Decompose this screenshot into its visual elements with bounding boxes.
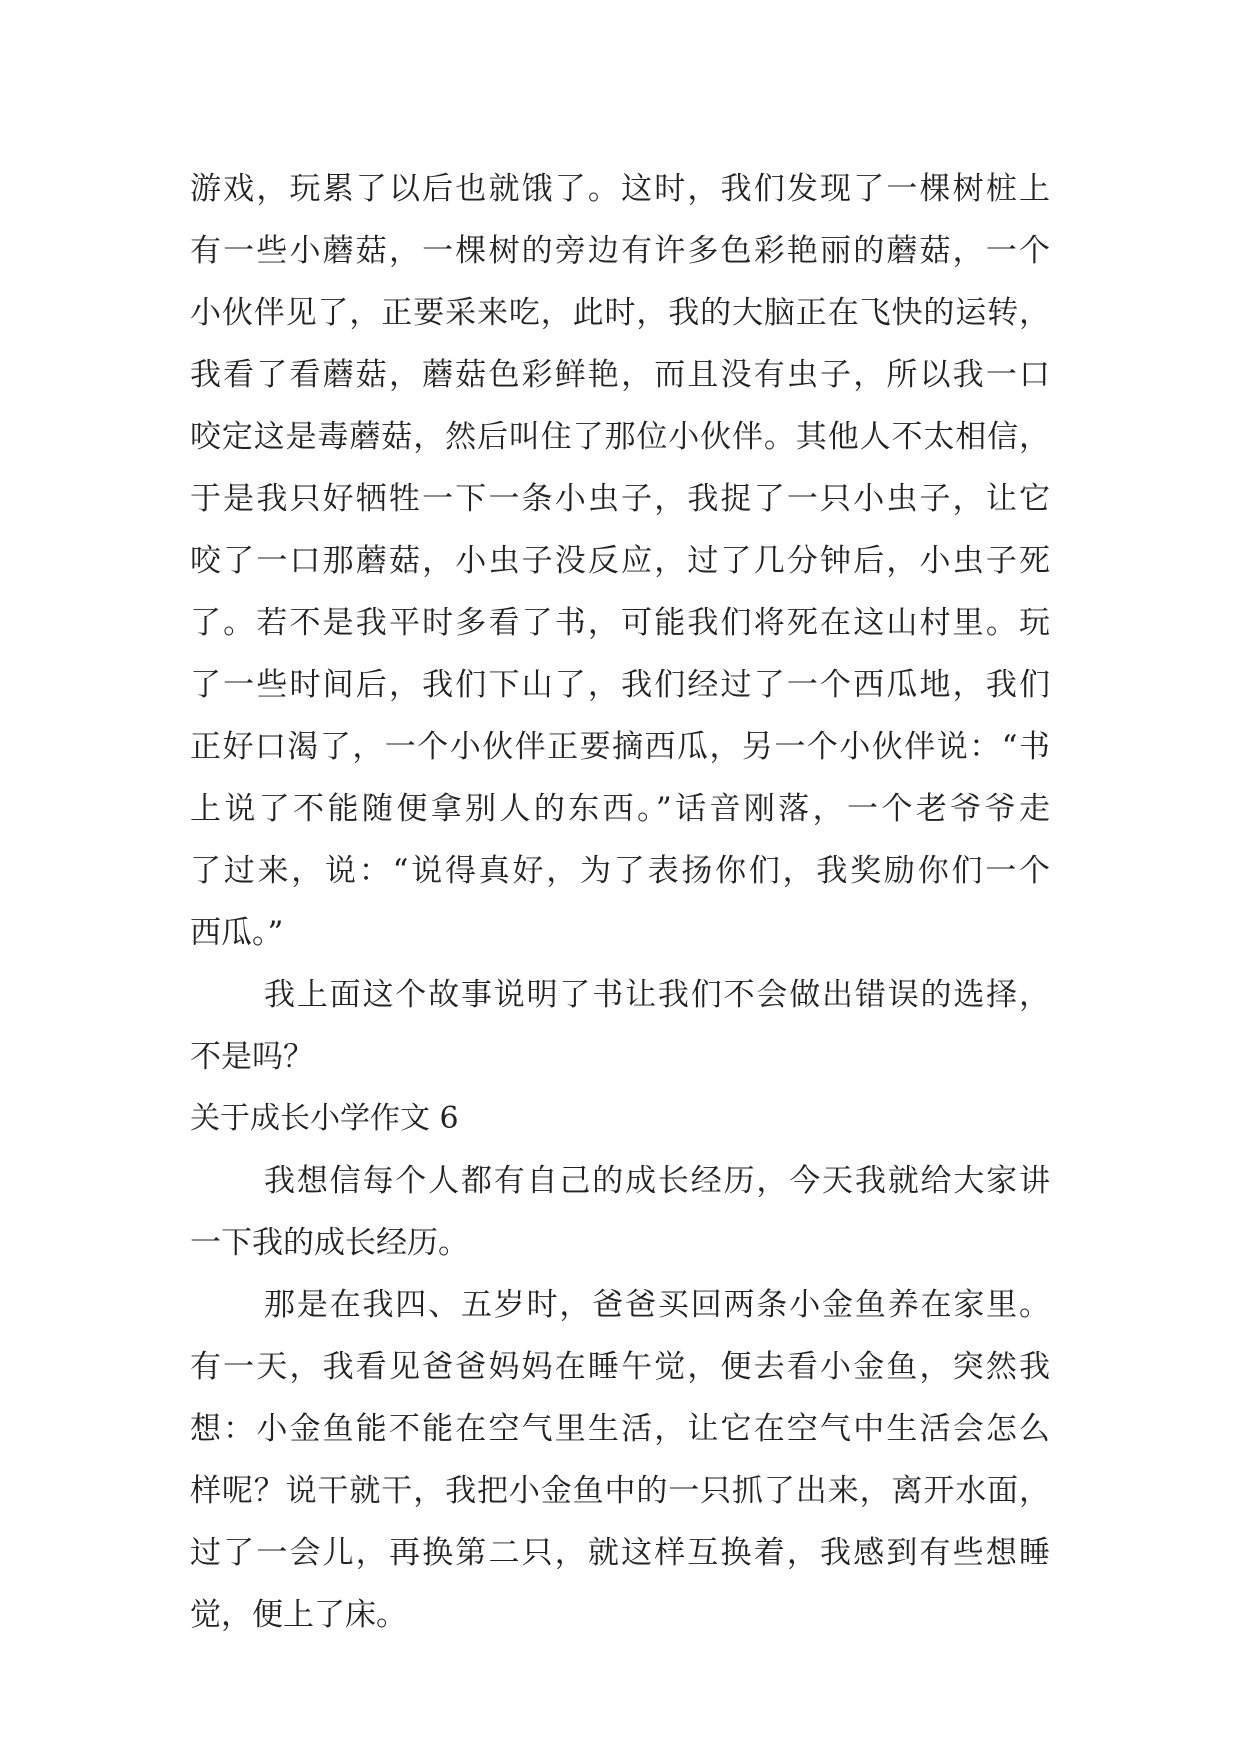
text-line: 了一些时间后，我们下山了，我们经过了一个西瓜地，我们 [190, 667, 1050, 703]
text-line: 想：小金鱼能不能在空气里生活，让它在空气中生活会怎么 [190, 1411, 1050, 1447]
text-line: 西瓜。” [190, 915, 284, 951]
text-line: 于是我只好牺牲一下一条小虫子，我捉了一只小虫子，让它 [190, 481, 1050, 517]
text-line: 咬了一口那蘑菇，小虫子没反应，过了几分钟后，小虫子死 [190, 543, 1050, 579]
text-line: 了过来，说：“说得真好，为了表扬你们，我奖励你们一个 [190, 853, 1050, 889]
text-line: 有一些小蘑菇，一棵树的旁边有许多色彩艳丽的蘑菇，一个 [190, 233, 1050, 269]
text-line: 我上面这个故事说明了书让我们不会做出错误的选择， [264, 977, 1050, 1013]
paragraph-intro [190, 1150, 1050, 1274]
text-line: 游戏，玩累了以后也就饿了。这时，我们发现了一棵树桩上 [190, 171, 1050, 207]
text-line: 小伙伴见了，正要采来吃，此时，我的大脑正在飞快的运转， [190, 295, 1050, 331]
document-body [190, 158, 1050, 1646]
text-line: 上说了不能随便拿别人的东西。”话音刚落，一个老爷爷走 [190, 791, 1050, 827]
text-line: 我想信每个人都有自己的成长经历，今天我就给大家讲 [264, 1163, 1050, 1199]
paragraph-goldfish-story [190, 1274, 1050, 1646]
text-line: 样呢？说干就干，我把小金鱼中的一只抓了出来，离开水面， [190, 1473, 1050, 1509]
text-line: 了。若不是我平时多看了书，可能我们将死在这山村里。玩 [190, 605, 1050, 641]
text-line: 那是在我四、五岁时，爸爸买回两条小金鱼养在家里。 [264, 1287, 1050, 1323]
text-line: 咬定这是毒蘑菇，然后叫住了那位小伙伴。其他人不太相信， [190, 419, 1050, 455]
text-line: 我看了看蘑菇，蘑菇色彩鲜艳，而且没有虫子，所以我一口 [190, 357, 1050, 393]
text-line: 不是吗？ [190, 1039, 314, 1075]
text-line: 一下我的成长经历。 [190, 1225, 469, 1261]
paragraph-story-continued [190, 158, 1050, 964]
text-line: 正好口渴了，一个小伙伴正要摘西瓜，另一个小伙伴说：“书 [190, 729, 1050, 765]
text-line: 觉，便上了床。 [190, 1597, 407, 1633]
text-line: 过了一会儿，再换第二只，就这样互换着，我感到有些想睡 [190, 1535, 1050, 1571]
text-line: 有一天，我看见爸爸妈妈在睡午觉，便去看小金鱼，突然我 [190, 1349, 1050, 1385]
paragraph-conclusion [190, 964, 1050, 1088]
section-title: 关于成长小学作文 6 [190, 1101, 459, 1136]
